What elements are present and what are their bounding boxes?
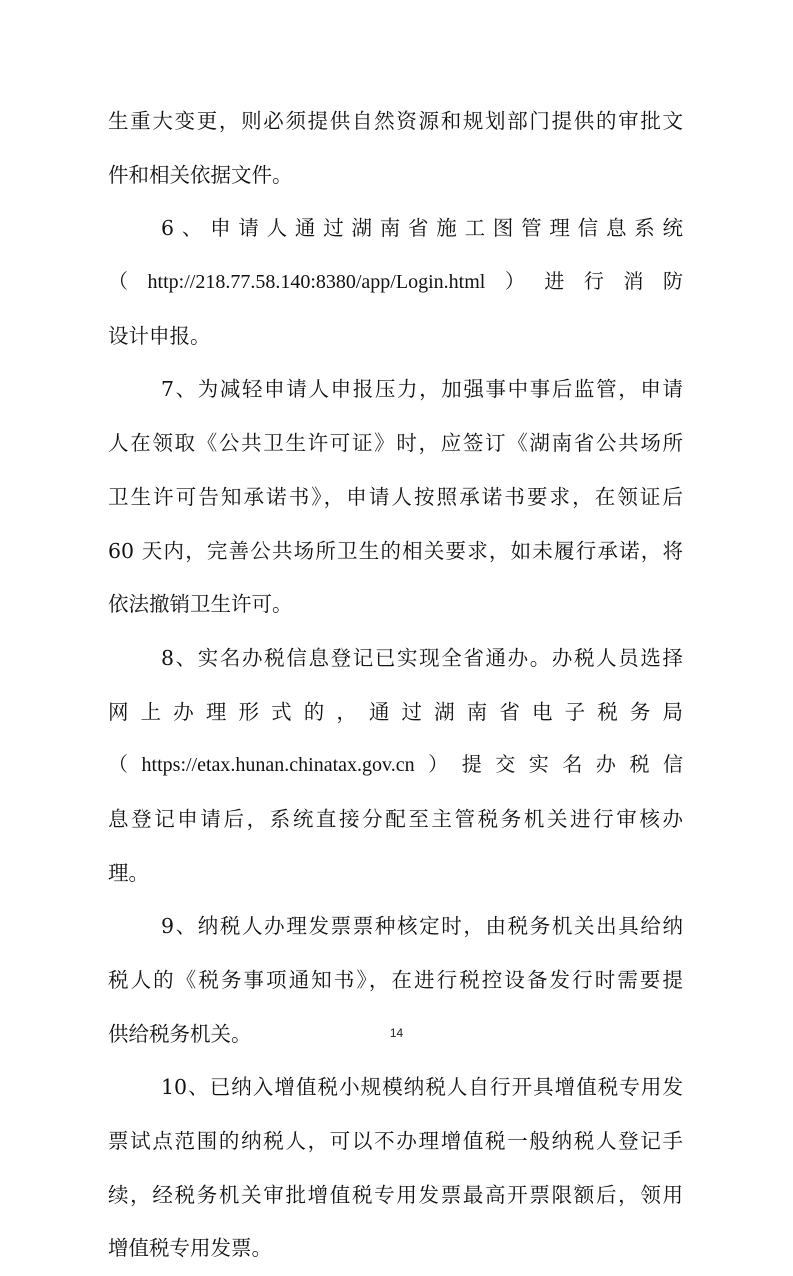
text-line: 人在领取《公共卫生许可证》时，应签订《湖南省公共场所 (108, 431, 683, 456)
text-line: 8、实名办税信息登记已实现全省通办。办税人员选择 (161, 645, 683, 670)
text-line: 设计申报。 (108, 323, 211, 348)
text-line: （https://etax.hunan.chinatax.gov.cn）提交实名办税信 (108, 754, 683, 777)
text-line: 供给税务机关。 (108, 1021, 252, 1046)
text-line: 理。 (108, 860, 149, 885)
text-line: 60 天内，完善公共场所卫生的相关要求，如未履行承诺，将 (108, 538, 683, 563)
text-line: 卫生许可告知承诺书》，申请人按照承诺书要求，在领证后 (108, 484, 683, 509)
text-line: 9、纳税人办理发票票种核定时，由税务机关出具给纳 (161, 914, 683, 939)
text-line: 息登记申请后，系统直接分配至主管税务机关进行审核办 (108, 806, 683, 831)
document-body (108, 95, 683, 1276)
text-line: 7、为减轻申请人申报压力，加强事中事后监管，申请 (161, 377, 683, 402)
text-line: 依法撤销卫生许可。 (108, 592, 293, 617)
text-line: 件和相关依据文件。 (108, 162, 293, 187)
text-line: 6、申请人通过湖南省施工图管理信息系统 (161, 216, 683, 241)
text-line: 生重大变更，则必须提供自然资源和规划部门提供的审批文 (108, 109, 683, 133)
text-line: 网上办理形式的，通过湖南省电子税务局 (108, 699, 683, 724)
text-line: 增值税专用发票。 (108, 1236, 272, 1261)
text-line: 税人的《税务事项通知书》，在进行税控设备发行时需要提 (108, 968, 683, 992)
text-line: 票试点范围的纳税人，可以不办理增值税一般纳税人登记手 (108, 1129, 683, 1154)
page-number: 14 (389, 1026, 404, 1040)
text-line: 10、已纳入增值税小规模纳税人自行开具增值税专用发 (161, 1075, 683, 1100)
text-line: 续，经税务机关审批增值税专用发票最高开票限额后，领用 (108, 1182, 683, 1207)
text-line: （http://218.77.58.140:8380/app/Login.html）进行消防 (108, 271, 683, 294)
